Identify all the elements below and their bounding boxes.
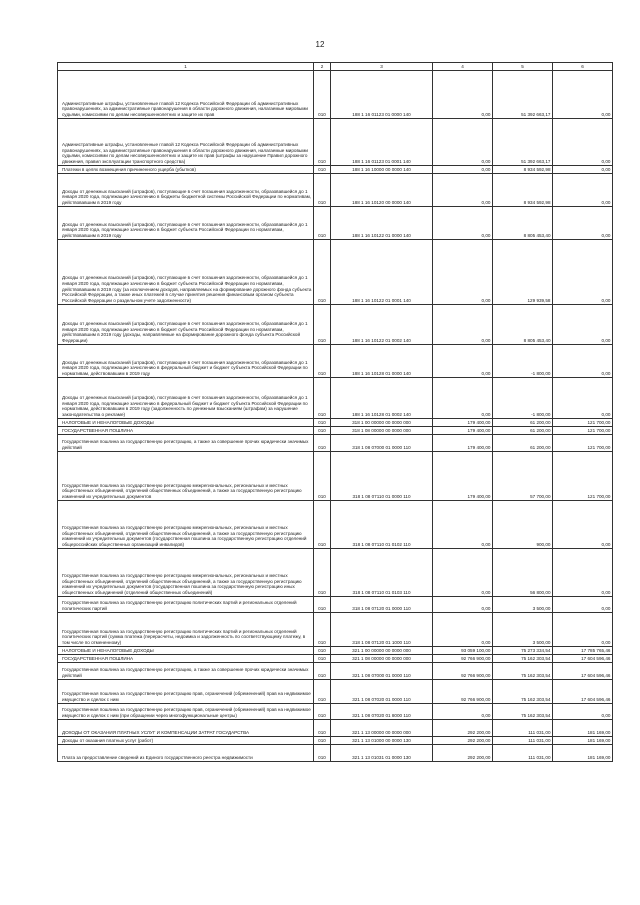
cell-col5-value: 75 162 303,54 xyxy=(493,655,553,663)
cell-col4-value: 0,00 xyxy=(433,305,493,345)
report-table xyxy=(57,62,613,762)
cell-col4-value: 0,00 xyxy=(433,71,493,119)
cell-col5-value: 900,00 xyxy=(493,501,553,549)
cell-line-code: 010 xyxy=(314,71,331,119)
table-row xyxy=(58,240,613,305)
cell-line-code: 010 xyxy=(314,655,331,663)
cell-name: Доходы от денежных взысканий (штрафов), поступающие в счет погашения задолженности, образовавшейся до 1 января 2020 года, подлежащие зачислению в бюджет субъекта Российской Федерации по нормативам, действовавшим в 2019 году xyxy=(58,207,314,240)
cell-budget-code: 188 1 16 10128 01 0000 140 xyxy=(331,345,433,378)
cell-col4-value: 92 766 900,00 xyxy=(433,655,493,663)
cell-budget-code: 321 1 13 00000 00 0000 000 xyxy=(331,720,433,737)
cell-col5-value: 61 200,00 xyxy=(493,427,553,435)
cell-name: Государственная пошлина за государственную регистрацию политических партий и региональных отделений политических партий xyxy=(58,597,314,613)
cell-line-code: 010 xyxy=(314,427,331,435)
cell-col4-value: 0,00 xyxy=(433,174,493,207)
table-row xyxy=(58,655,613,663)
cell-col6-value: 0,00 xyxy=(553,597,613,613)
cell-name: Государственная пошлина за государственную регистрацию межрегиональных, региональных и местных общественных объединений, отделений общественных объединений, а также за государственную регистрацию изменений их учредительных документов (государственная пошлина за государственную регистрацию иных общественных объединений (отделений общественных объединений) xyxy=(58,549,314,597)
cell-line-code: 010 xyxy=(314,207,331,240)
table-row xyxy=(58,737,613,745)
cell-budget-code: 321 1 08 07000 01 0000 110 xyxy=(331,663,433,680)
cell-col5-value: 75 162 303,54 xyxy=(493,680,553,704)
cell-name: Платежи в целях возмещения причиненного ущерба (убытков) xyxy=(58,166,314,174)
cell-budget-code: 318 1 08 07120 01 1000 110 xyxy=(331,613,433,647)
table-row xyxy=(58,71,613,119)
cell-col6-value: 0,00 xyxy=(553,501,613,549)
cell-col6-value: 0,00 xyxy=(553,240,613,305)
cell-col5-value: 111 031,00 xyxy=(493,745,553,762)
cell-name: ГОСУДАРСТВЕННАЯ ПОШЛИНА xyxy=(58,427,314,435)
table-row xyxy=(58,378,613,419)
header-cell: 1 xyxy=(58,63,314,71)
cell-budget-code: 318 1 08 07110 01 0102 110 xyxy=(331,501,433,549)
cell-col4-value: 179 400,00 xyxy=(433,427,493,435)
cell-line-code: 010 xyxy=(314,240,331,305)
cell-col4-value: 0,00 xyxy=(433,613,493,647)
cell-col5-value: 61 200,00 xyxy=(493,419,553,427)
cell-col6-value: 121 700,00 xyxy=(553,419,613,427)
cell-col5-value: -1 800,00 xyxy=(493,345,553,378)
header-cell: 6 xyxy=(553,63,613,71)
cell-col6-value: 181 169,00 xyxy=(553,745,613,762)
cell-budget-code: 321 1 08 07020 01 0000 110 xyxy=(331,680,433,704)
cell-col6-value: 0,00 xyxy=(553,305,613,345)
table-row xyxy=(58,166,613,174)
cell-budget-code: 188 1 16 10122 01 0001 140 xyxy=(331,240,433,305)
cell-line-code: 010 xyxy=(314,613,331,647)
cell-budget-code: 318 1 08 00000 00 0000 000 xyxy=(331,427,433,435)
cell-name: ГОСУДАРСТВЕННАЯ ПОШЛИНА xyxy=(58,655,314,663)
cell-name: Доходы от денежных взысканий (штрафов), поступающие в счет погашения задолженности, образовавшейся до 1 января 2020 года, подлежащие зачислению в федеральный бюджет и бюджет субъекта Российской Федерации по нормативам, действовавшим в 2019 году xyxy=(58,345,314,378)
cell-line-code: 010 xyxy=(314,166,331,174)
table-row xyxy=(58,597,613,613)
cell-name: Государственная пошлина за государственную регистрацию политических партий и региональных отделений политических партий (сумма платежа (перерасчеты, недоимка и задолженность по соответствующему платежу, в том числе по отмененному) xyxy=(58,613,314,647)
cell-col5-value: 111 031,00 xyxy=(493,720,553,737)
cell-line-code: 010 xyxy=(314,663,331,680)
cell-line-code: 010 xyxy=(314,119,331,166)
cell-budget-code: 188 1 16 10120 00 0000 140 xyxy=(331,174,433,207)
cell-col5-value: 75 273 334,54 xyxy=(493,647,553,655)
cell-col4-value: 0,00 xyxy=(433,549,493,597)
cell-name: Административные штрафы, установленные главой 12 Кодекса Российской Федерации об административных правонарушениях, за административные правонарушения в области дорожного движения, налагаемые мировыми судьями, комиссиями по делам несовершеннолетних и защите их прав xyxy=(58,71,314,119)
table-row xyxy=(58,427,613,435)
cell-col6-value: 0,00 xyxy=(553,71,613,119)
table-row xyxy=(58,119,613,166)
cell-col6-value: 121 700,00 xyxy=(553,435,613,452)
cell-col6-value: 17 604 596,46 xyxy=(553,663,613,680)
cell-budget-code: 318 1 08 07120 01 0000 110 xyxy=(331,597,433,613)
table-row xyxy=(58,704,613,720)
cell-name: Государственная пошлина за государственную регистрацию, а также за совершение прочих юридически значимых действий xyxy=(58,435,314,452)
cell-name: НАЛОГОВЫЕ И НЕНАЛОГОВЫЕ ДОХОДЫ xyxy=(58,647,314,655)
cell-name: Доходы от денежных взысканий (штрафов), поступающие в счет погашения задолженности, образовавшейся до 1 января 2020 года, подлежащие зачислению в бюджет субъекта Российской Федерации по нормативам, действовавшим в 2019 году (за исключением доходов, направляемых на формирование дорожного фонда субъекта Российской Федерации, а также иных платежей в случае принятия решения финансовым органом субъекта Российской Федерации о раздельном учете задолженности) xyxy=(58,240,314,305)
cell-budget-code: 188 1 16 10122 01 0000 140 xyxy=(331,207,433,240)
cell-col5-value: 3 500,00 xyxy=(493,597,553,613)
cell-line-code: 010 xyxy=(314,704,331,720)
cell-name: Государственная пошлина за государственную регистрацию, а также за совершение прочих юридически значимых действий xyxy=(58,663,314,680)
table-row xyxy=(58,435,613,452)
cell-col6-value: 0,00 xyxy=(553,207,613,240)
table-body xyxy=(58,71,613,762)
cell-col5-value: 8 934 592,98 xyxy=(493,166,553,174)
cell-line-code: 010 xyxy=(314,501,331,549)
cell-col6-value: 0,00 xyxy=(553,345,613,378)
cell-line-code: 010 xyxy=(314,174,331,207)
header-cell: 5 xyxy=(493,63,553,71)
cell-col4-value: 0,00 xyxy=(433,704,493,720)
cell-line-code: 010 xyxy=(314,720,331,737)
cell-col6-value: 0,00 xyxy=(553,549,613,597)
cell-line-code: 010 xyxy=(314,737,331,745)
cell-budget-code: 188 1 16 10128 01 0002 140 xyxy=(331,378,433,419)
cell-col5-value: 75 162 303,54 xyxy=(493,704,553,720)
cell-col6-value: 121 700,00 xyxy=(553,427,613,435)
cell-line-code: 010 xyxy=(314,745,331,762)
cell-col4-value: 92 766 900,00 xyxy=(433,680,493,704)
cell-budget-code: 318 1 08 07000 01 0000 110 xyxy=(331,435,433,452)
table-row xyxy=(58,207,613,240)
cell-budget-code: 321 1 08 00000 00 0000 000 xyxy=(331,655,433,663)
cell-col4-value: 0,00 xyxy=(433,207,493,240)
table-header-row xyxy=(58,63,613,71)
cell-col4-value: 179 400,00 xyxy=(433,419,493,427)
cell-col5-value: -1 800,00 xyxy=(493,378,553,419)
cell-col6-value: 0,00 xyxy=(553,704,613,720)
cell-name: Плата за предоставление сведений из Единого государственного реестра недвижимости xyxy=(58,745,314,762)
cell-line-code: 010 xyxy=(314,680,331,704)
cell-budget-code: 321 1 08 07020 01 8000 110 xyxy=(331,704,433,720)
header-cell: 2 xyxy=(314,63,331,71)
table-row xyxy=(58,305,613,345)
cell-col4-value: 0,00 xyxy=(433,119,493,166)
cell-budget-code: 188 1 16 10000 00 0000 140 xyxy=(331,166,433,174)
cell-name: Государственная пошлина за государственную регистрацию прав, ограничений (обременений) прав на недвижимое имущество и сделок с ним (при обращении через многофункциональные центры) xyxy=(58,704,314,720)
cell-col4-value: 0,00 xyxy=(433,240,493,305)
cell-col5-value: 51 392 663,17 xyxy=(493,119,553,166)
cell-col4-value: 292 200,00 xyxy=(433,745,493,762)
cell-line-code: 010 xyxy=(314,549,331,597)
cell-col4-value: 179 400,00 xyxy=(433,452,493,501)
table-row xyxy=(58,647,613,655)
cell-col4-value: 292 200,00 xyxy=(433,737,493,745)
table-row xyxy=(58,419,613,427)
cell-name: Административные штрафы, установленные главой 12 Кодекса Российской Федерации об административных правонарушениях, за административные правонарушения в области дорожного движения, налагаемые мировыми судьями, комиссиями по делам несовершеннолетних и защите их прав (штрафы за нарушение Правил дорожного движения, правил эксплуатации транспортного средства) xyxy=(58,119,314,166)
cell-name: Доходы от оказания платных услуг (работ) xyxy=(58,737,314,745)
cell-name: Государственная пошлина за государственную регистрацию межрегиональных, региональных и местных общественных объединений, отделений общественных объединений, а также за государственную регистрацию изменений их учредительных документов (государственная пошлина за государственную регистрацию отделений общероссийских общественных организаций инвалидов) xyxy=(58,501,314,549)
cell-name: НАЛОГОВЫЕ И НЕНАЛОГОВЫЕ ДОХОДЫ xyxy=(58,419,314,427)
cell-budget-code: 318 1 08 07110 01 0103 110 xyxy=(331,549,433,597)
page-number: 12 xyxy=(315,40,325,49)
cell-col4-value: 0,00 xyxy=(433,378,493,419)
cell-col6-value: 17 604 596,46 xyxy=(553,655,613,663)
cell-name: Доходы от денежных взысканий (штрафов), поступающие в счет погашения задолженности, образовавшейся до 1 января 2020 года, подлежащие зачислению в бюджет субъекта Российской Федерации по нормативам, действовавшим в 2019 году (доходы, направляемые на формирование дорожного фонда субъекта Российской Федерации) xyxy=(58,305,314,345)
cell-name: ДОХОДЫ ОТ ОКАЗАНИЯ ПЛАТНЫХ УСЛУГ И КОМПЕНСАЦИИ ЗАТРАТ ГОСУДАРСТВА xyxy=(58,720,314,737)
cell-budget-code: 188 1 16 01123 01 0001 140 xyxy=(331,119,433,166)
cell-budget-code: 188 1 16 01123 01 0000 140 xyxy=(331,71,433,119)
table-row xyxy=(58,680,613,704)
cell-col4-value: 0,00 xyxy=(433,597,493,613)
cell-col6-value: 121 700,00 xyxy=(553,452,613,501)
cell-col6-value: 0,00 xyxy=(553,378,613,419)
cell-col6-value: 0,00 xyxy=(553,613,613,647)
cell-col4-value: 0,00 xyxy=(433,345,493,378)
cell-col4-value: 0,00 xyxy=(433,501,493,549)
cell-budget-code: 321 1 13 01000 00 0000 130 xyxy=(331,737,433,745)
cell-budget-code: 318 1 00 00000 00 0000 000 xyxy=(331,419,433,427)
table-row xyxy=(58,549,613,597)
cell-line-code: 010 xyxy=(314,345,331,378)
header-cell: 3 xyxy=(331,63,433,71)
cell-col6-value: 181 169,00 xyxy=(553,737,613,745)
cell-name: Доходы от денежных взысканий (штрафов), поступающие в счет погашения задолженности, образовавшейся до 1 января 2020 года, подлежащие зачислению в бюджеты бюджетной системы Российской Федерации по нормативам, действовавшим в 2019 году xyxy=(58,174,314,207)
cell-col6-value: 17 785 765,46 xyxy=(553,647,613,655)
cell-line-code: 010 xyxy=(314,597,331,613)
cell-name: Государственная пошлина за государственную регистрацию прав, ограничений (обременений) прав на недвижимое имущество и сделок с ним xyxy=(58,680,314,704)
cell-col4-value: 292 200,00 xyxy=(433,720,493,737)
cell-line-code: 010 xyxy=(314,452,331,501)
cell-col6-value: 17 604 596,46 xyxy=(553,680,613,704)
cell-col5-value: 8 805 453,40 xyxy=(493,207,553,240)
cell-col5-value: 8 934 592,98 xyxy=(493,174,553,207)
cell-budget-code: 188 1 16 10122 01 0002 140 xyxy=(331,305,433,345)
cell-col5-value: 8 805 453,40 xyxy=(493,305,553,345)
cell-col5-value: 56 800,00 xyxy=(493,549,553,597)
cell-line-code: 010 xyxy=(314,419,331,427)
cell-col6-value: 0,00 xyxy=(553,166,613,174)
cell-col6-value: 181 169,00 xyxy=(553,720,613,737)
cell-line-code: 010 xyxy=(314,305,331,345)
cell-col4-value: 92 766 900,00 xyxy=(433,663,493,680)
cell-budget-code: 321 1 13 01031 01 0000 130 xyxy=(331,745,433,762)
cell-col5-value: 3 500,00 xyxy=(493,613,553,647)
cell-col5-value: 51 392 663,17 xyxy=(493,71,553,119)
table-row xyxy=(58,745,613,762)
cell-line-code: 010 xyxy=(314,435,331,452)
cell-name: Государственная пошлина за государственную регистрацию межрегиональных, региональных и местных общественных объединений, отделений общественных объединений, а также за государственную регистрацию изменений их учредительных документов xyxy=(58,452,314,501)
cell-col6-value: 0,00 xyxy=(553,119,613,166)
cell-line-code: 010 xyxy=(314,647,331,655)
table-row xyxy=(58,345,613,378)
table-row xyxy=(58,174,613,207)
table-row xyxy=(58,720,613,737)
cell-name: Доходы от денежных взысканий (штрафов), поступающие в счет погашения задолженности, образовавшейся до 1 января 2020 года, подлежащие зачислению в федеральный бюджет и бюджет субъекта Российской Федерации по нормативам, действовавшим в 2019 году (задолженность по денежным взысканиям (штрафам) за нарушение законодательства о рекламе) xyxy=(58,378,314,419)
cell-col4-value: 0,00 xyxy=(433,166,493,174)
table-row xyxy=(58,613,613,647)
table-row xyxy=(58,663,613,680)
table-row xyxy=(58,501,613,549)
cell-line-code: 010 xyxy=(314,378,331,419)
cell-col4-value: 93 059 100,00 xyxy=(433,647,493,655)
cell-col5-value: 57 700,00 xyxy=(493,452,553,501)
cell-budget-code: 318 1 08 07110 01 0000 110 xyxy=(331,452,433,501)
cell-budget-code: 321 1 00 00000 00 0000 000 xyxy=(331,647,433,655)
cell-col5-value: 61 200,00 xyxy=(493,435,553,452)
cell-col6-value: 0,00 xyxy=(553,174,613,207)
cell-col5-value: 129 939,58 xyxy=(493,240,553,305)
cell-col4-value: 179 400,00 xyxy=(433,435,493,452)
header-cell: 4 xyxy=(433,63,493,71)
cell-col5-value: 111 031,00 xyxy=(493,737,553,745)
cell-col5-value: 75 162 303,54 xyxy=(493,663,553,680)
table-row xyxy=(58,452,613,501)
